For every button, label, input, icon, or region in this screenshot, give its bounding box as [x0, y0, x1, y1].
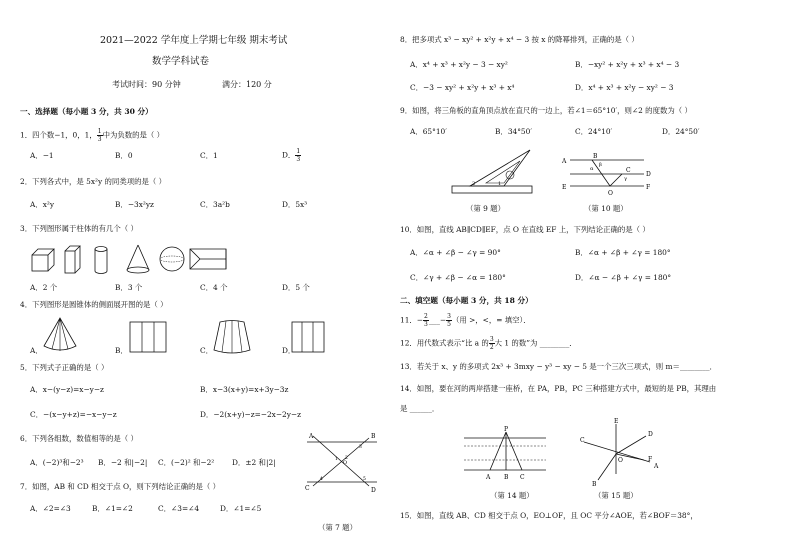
q4-fig-a	[42, 316, 78, 356]
q7-option-d[interactable]: D．∠1=∠5	[220, 504, 262, 513]
svg-text:C: C	[580, 437, 585, 444]
q4-fig-b	[128, 320, 168, 354]
question-5: 5．下列式子正确的是（ ）	[20, 363, 109, 372]
svg-text:B: B	[371, 433, 376, 440]
svg-text:4: 4	[320, 477, 323, 482]
q2-option-b[interactable]: B．−3x²yz	[115, 200, 154, 209]
svg-text:E: E	[562, 184, 567, 191]
svg-text:F: F	[646, 184, 651, 191]
q4-option-d[interactable]: D．	[282, 346, 296, 355]
q7-figure	[305, 432, 380, 494]
exam-score: 满分：120 分	[222, 80, 272, 89]
q9-caption: （第 9 题）	[466, 204, 505, 213]
svg-text:O: O	[608, 190, 613, 197]
q9-option-c[interactable]: C．24°10′	[575, 127, 613, 136]
left-column	[20, 0, 380, 560]
q2-option-d[interactable]: D．5x³	[282, 200, 308, 209]
svg-text:β: β	[599, 162, 602, 168]
svg-text:1: 1	[498, 181, 502, 187]
q8-option-a[interactable]: A．x⁴ + x³ + x²y − 3 − xy²	[410, 60, 508, 69]
q10-option-c[interactable]: C．∠γ + ∠β − ∠α = 180°	[410, 273, 506, 282]
q1-fraction: $\frac{1}{3}$	[97, 128, 102, 143]
svg-text:A: A	[486, 474, 491, 481]
q1-option-d[interactable]: D． $\frac{1}{3}$	[282, 148, 301, 163]
q1-option-a[interactable]: A．−1	[30, 151, 54, 160]
question-13: 13．若关于 x、y 的多项式 2x³ + 3mxy − y³ − xy − 5 是一个三次三项式，则 m＝________．	[400, 362, 717, 371]
section-1-heading: 一、选择题（每小题 3 分，共 30 分）	[20, 107, 153, 116]
question-11: 11．− $\frac{2}{3}$ ___− $\frac{3}{5}$ （用 >，<，= 填空）．	[400, 313, 531, 328]
svg-text:O: O	[343, 460, 348, 466]
svg-text:C: C	[305, 485, 310, 492]
q10-option-b[interactable]: B．∠α + ∠β + ∠γ = 180°	[575, 248, 671, 257]
q15-figure	[580, 418, 660, 488]
q4-option-a[interactable]: A．	[30, 346, 43, 355]
svg-text:D: D	[371, 487, 376, 494]
svg-text:A: A	[309, 433, 314, 440]
right-column	[400, 0, 780, 560]
question-14-line2: 是 ______．	[400, 404, 440, 413]
q14-caption: （第 14 题）	[490, 491, 534, 500]
q1-stem: 1．四个数−1，0，1，	[20, 130, 97, 140]
svg-text:A: A	[654, 463, 659, 470]
q7-caption: （第 7 题）	[318, 523, 357, 532]
q10-caption: （第 10 题）	[584, 204, 628, 213]
q3-option-c[interactable]: C．4 个	[200, 283, 228, 292]
q10-option-a[interactable]: A．∠α + ∠β − ∠γ = 90°	[410, 248, 501, 257]
q5-option-d[interactable]: D．−2(x+y)−z=−2x−2y−z	[200, 410, 302, 419]
svg-text:α: α	[590, 166, 594, 172]
q4-option-b[interactable]: B．	[115, 346, 128, 355]
q3-option-d[interactable]: D．5 个	[282, 283, 310, 292]
q3-option-b[interactable]: B．3 个	[115, 283, 143, 292]
q9-option-b[interactable]: B．34°50′	[495, 127, 533, 136]
svg-text:C: C	[626, 167, 631, 174]
svg-text:C: C	[520, 474, 525, 481]
svg-text:D: D	[646, 171, 651, 178]
question-15: 15．如图，直线 AB、CD 相交于点 O，EO⊥OF，且 OC 平分∠AOE，若∠BOF＝38°，	[400, 511, 698, 520]
q6-option-a[interactable]: A．(−2)³和−2³	[30, 458, 84, 467]
q15-caption: （第 15 题）	[594, 491, 638, 500]
q2-option-a[interactable]: A．x²y	[30, 200, 55, 209]
question-4: 4．下列图形是圆锥体的侧面展开图的是（ ）	[20, 300, 168, 309]
exam-subject: 数学学科试卷	[152, 56, 210, 67]
question-9: 9．如图，将三角板的直角顶点放在直尺的一边上，若∠1＝65°10′，则∠2 的度数为（ ）	[400, 106, 692, 115]
q4-fig-c	[212, 320, 252, 354]
svg-text:A: A	[562, 158, 567, 165]
svg-text:2: 2	[345, 456, 348, 461]
svg-text:2: 2	[472, 181, 476, 187]
svg-text:F: F	[648, 456, 653, 463]
svg-text:3: 3	[359, 445, 362, 450]
q7-option-b[interactable]: B．∠1=∠2	[92, 504, 133, 513]
q10-option-d[interactable]: D．∠α − ∠β + ∠γ = 180°	[575, 273, 672, 282]
svg-text:O: O	[618, 457, 623, 464]
q9-figure	[448, 146, 538, 198]
q9-option-a[interactable]: A．65°10′	[410, 127, 447, 136]
question-3: 3．下列图形属于柱体的有几个（ ）	[20, 224, 138, 233]
q8-option-c[interactable]: C．−3 − xy² + x²y + x³ + x⁴	[410, 83, 515, 92]
svg-text:B: B	[504, 474, 509, 481]
exam-title: 2021—2022 学年度上学期七年级 期末考试	[100, 35, 288, 46]
question-1	[20, 128, 164, 143]
question-6: 6．下列各组数，数值相等的是（ ）	[20, 434, 138, 443]
question-14: 14．如图，要在河的两岸搭建一座桥，在 PA，PB，PC 三种搭建方式中，最短的是 PB，其理由	[400, 384, 717, 393]
q6-option-d[interactable]: D．±2 和|2|	[232, 458, 276, 467]
q9-option-d[interactable]: D．24°50′	[662, 127, 700, 136]
q7-option-a[interactable]: A．∠2=∠3	[30, 504, 71, 513]
q3-solids-figure	[30, 243, 230, 279]
svg-text:5: 5	[363, 477, 366, 482]
exam-time: 考试时间：90 分钟	[112, 80, 181, 89]
q6-option-b[interactable]: B．−2 和|−2|	[98, 458, 148, 467]
question-12: 12．用代数式表示“比 a 的 $\frac{3}{2}$ 大 1 的数”为 ________．	[400, 336, 577, 351]
section-2-heading: 二、填空题（每小题 3 分，共 18 分）	[400, 296, 533, 305]
svg-text:B: B	[593, 153, 598, 160]
q14-figure	[462, 426, 548, 484]
svg-text:B: B	[592, 481, 597, 488]
q7-option-c[interactable]: C．∠3=∠4	[158, 504, 200, 513]
question-8: 8．把多项式 x³ − xy² + x²y + x⁴ − 3 按 x 的降幂排列，正确的是（ ）	[400, 35, 639, 44]
svg-text:E: E	[614, 418, 619, 425]
q8-option-d[interactable]: D．x⁴ + x³ + x²y − xy² − 3	[575, 83, 674, 92]
q10-figure	[562, 150, 658, 202]
q1-option-b[interactable]: B．0	[115, 151, 133, 160]
q1-stem-2: 中为负数的是（ ）	[102, 130, 165, 140]
svg-text:γ: γ	[624, 176, 627, 182]
q8-option-b[interactable]: B．−xy² + x²y + x³ + x⁴ − 3	[575, 60, 680, 69]
q2-option-c[interactable]: C．3a²b	[200, 200, 230, 209]
question-2: 2．下列各式中，是 5x²y 的同类项的是（ ）	[20, 177, 167, 186]
svg-text:1: 1	[335, 457, 338, 462]
question-10: 10．如图，直线 AB∥CD∥EF，点 O 在直线 EF 上，下列结论正确的是（ ）	[400, 225, 650, 234]
q4-fig-d	[290, 320, 326, 354]
q3-option-a[interactable]: A．2 个	[30, 283, 58, 292]
q1-option-c[interactable]: C．1	[200, 151, 218, 160]
q6-option-c[interactable]: C．(−2)² 和−2²	[158, 458, 215, 467]
svg-text:P: P	[504, 426, 509, 433]
q4-option-c[interactable]: C．	[200, 346, 214, 355]
q5-option-b[interactable]: B．x−3(x+y)=x+3y−3z	[200, 385, 289, 394]
q5-option-c[interactable]: C．−(x−y+z)=−x−y−z	[30, 410, 117, 419]
question-7: 7．如图，AB 和 CD 相交于点 O，则下列结论正确的是（ ）	[20, 482, 221, 491]
svg-text:D: D	[648, 431, 653, 438]
q5-option-a[interactable]: A．x−(y−z)=x−y−z	[30, 385, 104, 394]
